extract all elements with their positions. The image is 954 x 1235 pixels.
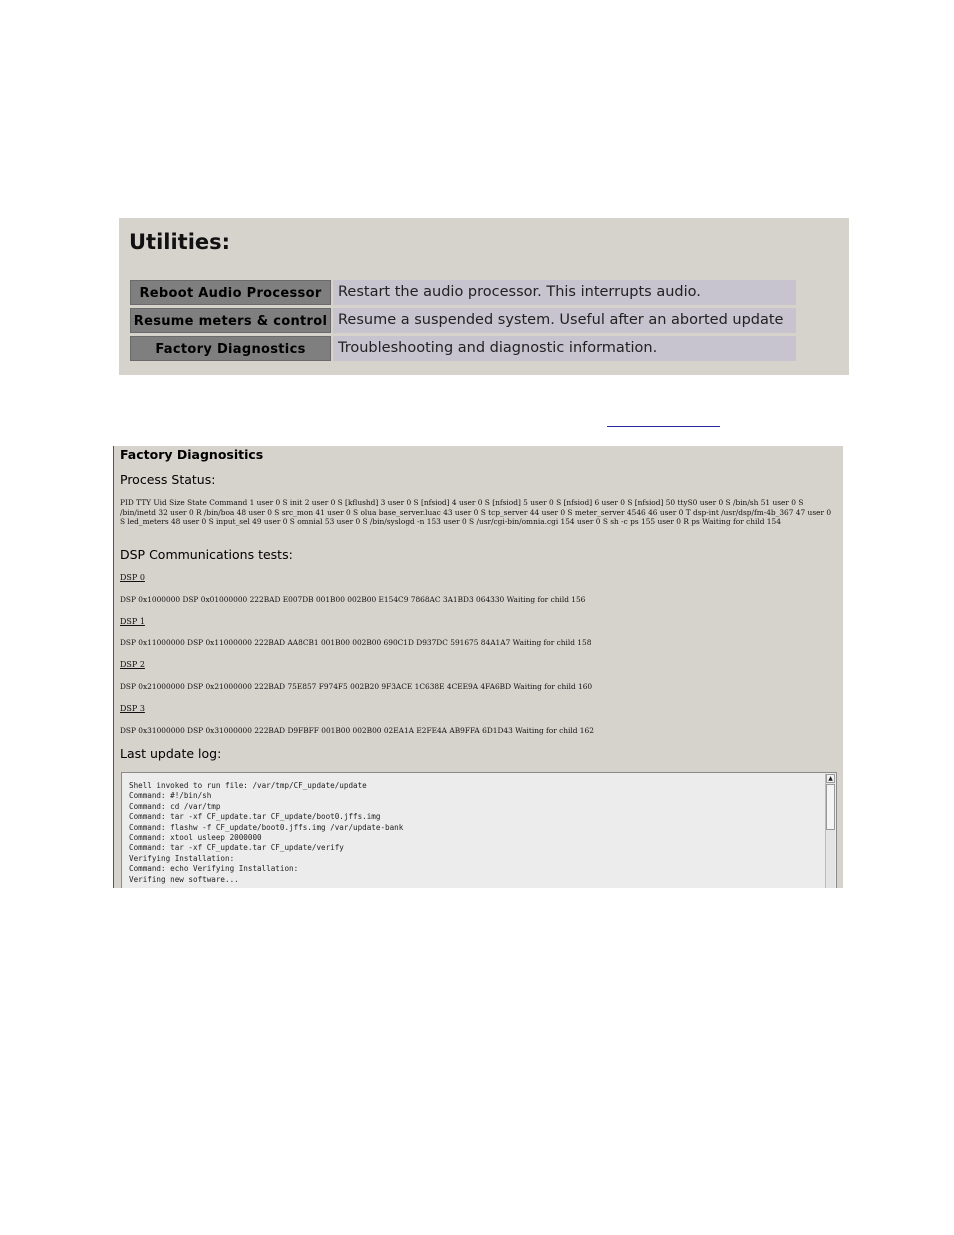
process-status-heading: Process Status: bbox=[120, 472, 216, 487]
log-line: Command: xtool usleep 2000000 bbox=[129, 833, 262, 843]
dsp-heading: DSP Communications tests: bbox=[120, 547, 293, 562]
log-line: Command: #!/bin/sh bbox=[129, 791, 212, 801]
link-underline[interactable] bbox=[607, 426, 720, 427]
scroll-up-arrow-icon[interactable]: ▲ bbox=[826, 774, 835, 783]
log-line: Command: tar -xf CF_update.tar CF_update/boot0.jffs.img bbox=[129, 812, 381, 822]
log-line: Verifying Installation: bbox=[129, 853, 235, 863]
diagnostics-title: Factory Diagnositics bbox=[120, 447, 264, 462]
dsp-1-result: DSP 0x11000000 DSP 0x11000000 222BAD AA8CB1 001B00 002B00 690C1D D937DC 591675 84A1A7 Waiting for child 158 bbox=[120, 638, 592, 647]
dsp-3-result: DSP 0x31000000 DSP 0x31000000 222BAD D9FBFF 001B00 002B00 02EA1A E2FE4A AB9FFA 6D1D43 Waiting for child 162 bbox=[120, 726, 594, 735]
log-line: Command: tar -xf CF_update.tar CF_update/verify bbox=[129, 843, 344, 853]
factory-diagnostics-description: Troubleshooting and diagnostic information. bbox=[333, 336, 796, 361]
dsp-0-result: DSP 0x1000000 DSP 0x01000000 222BAD E007DB 001B00 002B00 E154C9 7868AC 3A1BD3 064330 Waiting for child 156 bbox=[120, 595, 586, 604]
utility-row-factory bbox=[130, 336, 796, 361]
utilities-title: Utilities: bbox=[129, 230, 231, 254]
factory-diagnostics-button[interactable]: Factory Diagnostics bbox=[130, 336, 331, 361]
resume-meters-control-button[interactable]: Resume meters & control bbox=[130, 308, 331, 333]
dsp-3-link[interactable]: DSP 3 bbox=[120, 704, 145, 713]
utilities-panel bbox=[119, 218, 849, 375]
log-scrollbar[interactable] bbox=[825, 774, 835, 888]
process-status-text: PID TTY Uid Size State Command 1 user 0 S init 2 user 0 S [kflushd] 3 user 0 S [nfsiod] 4 user 0 S [nfsiod] 5 user 0 S [nfsiod] 6 user 0 S [nfsiod] 50 ttyS0 user 0 S /bin/sh 51 user 0 S /bin/inetd 32 user 0 R /bin/boa 48 user 0 S src_mon 41 user 0 S olua base_server.luac 43 user 0 S tcp_server 44 user 0 S meter_server 4546 46 user 0 T dsp-int /usr/dsp/fm-4b_367 47 user 0 S led_meters 48 user 0 S input_sel 49 user 0 S omnial 53 user 0 S /bin/syslogd -n 153 user 0 S /usr/cgi-bin/omnia.cgi 154 user 0 S sh -c ps 155 user 0 R ps Waiting for child 154 bbox=[120, 498, 832, 527]
utility-row-reboot bbox=[130, 280, 796, 305]
update-log-textarea[interactable] bbox=[121, 772, 837, 888]
update-log-text bbox=[129, 781, 819, 885]
dsp-2-link[interactable]: DSP 2 bbox=[120, 660, 145, 669]
log-line: Command: flashw -f CF_update/boot0.jffs.img /var/update-bank bbox=[129, 822, 404, 832]
reboot-audio-processor-button[interactable]: Reboot Audio Processor bbox=[130, 280, 331, 305]
reboot-description: Restart the audio processor. This interrupts audio. bbox=[333, 280, 796, 305]
factory-diagnostics-panel bbox=[113, 446, 843, 888]
scroll-thumb[interactable] bbox=[826, 784, 835, 830]
dsp-2-result: DSP 0x21000000 DSP 0x21000000 222BAD 75E857 F974F5 002B20 9F3ACE 1C638E 4CEE9A 4FA6BD Waiting for child 160 bbox=[120, 682, 593, 691]
dsp-1-link[interactable]: DSP 1 bbox=[120, 617, 145, 626]
resume-description: Resume a suspended system. Useful after an aborted update bbox=[333, 308, 796, 333]
log-line: Verifing new software... bbox=[129, 874, 239, 884]
log-line: Shell invoked to run file: /var/tmp/CF_update/update bbox=[129, 781, 367, 790]
utility-row-resume bbox=[130, 308, 796, 333]
log-line: Command: echo Verifying Installation: bbox=[129, 864, 299, 874]
dsp-0-link[interactable]: DSP 0 bbox=[120, 573, 145, 582]
log-line: Command: cd /var/tmp bbox=[129, 801, 221, 811]
last-update-log-heading: Last update log: bbox=[120, 746, 222, 761]
